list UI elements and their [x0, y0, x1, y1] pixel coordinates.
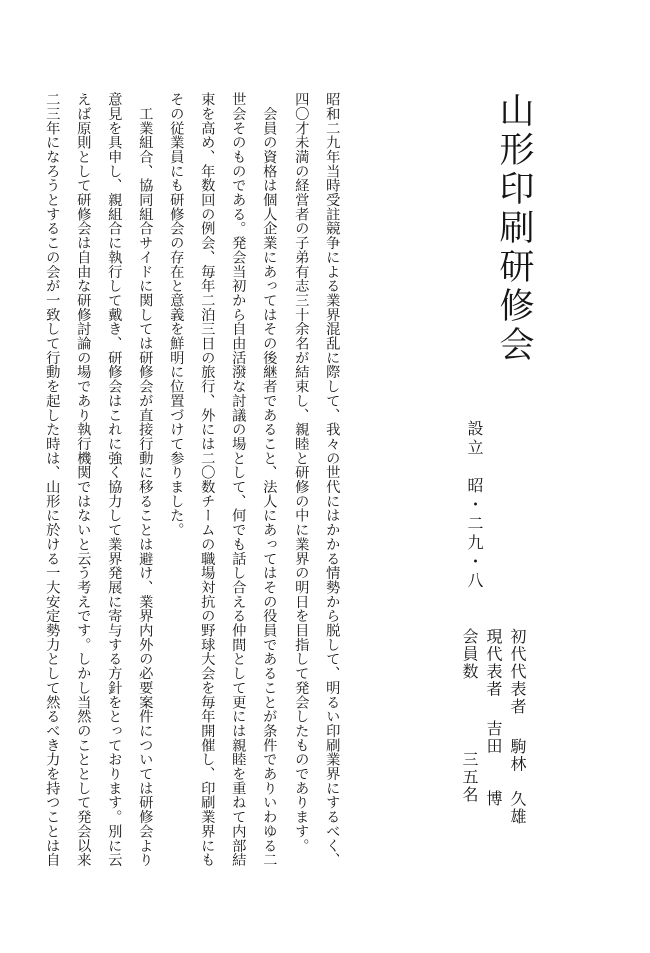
founded-date: 設立 昭・二九・八	[465, 420, 484, 591]
officer-name: 吉田 博	[484, 720, 503, 808]
officer-role: 初代代表者	[508, 628, 527, 716]
body-line: 工業組合、協同組合サイドに関しては研修会が直接行動に移ることは避け、業界内外の必要案件については研修会より	[137, 92, 154, 867]
officer-entry	[509, 628, 525, 828]
body-line: 世会そのものである。発会当初から自由活潑な討議の場として、何でも話し合える仲間として更には親睦を重ねて内部結	[230, 92, 247, 867]
body-line: 意見を具申し、親組合に執行して戴き、研修会はこれに強く協力して業界発展に寄与する方針をとっております。別に云	[106, 92, 123, 867]
member-count: 三五名	[460, 750, 479, 803]
officer-entry	[485, 628, 501, 828]
officer-role: 現代表者	[484, 628, 503, 698]
body-line: 会員の資格は個人企業にあってはその後継者であること、法人にあってはその役員であることが条件でありいわゆる二	[261, 92, 278, 867]
page-title: 山形印刷研修会	[494, 92, 534, 365]
body-line: 二三年になろうとするこの会が一致して行動を起した時は、山形に於ける一大安定勢力として然るべき力を持つことは自	[44, 92, 61, 867]
officer-entry	[461, 628, 477, 828]
officer-name: 駒林 久雄	[508, 737, 527, 825]
body-line: 四〇才未満の経営者の子弟有志三十余名が結束し、親睦と研修の中に業界の明日を目指して発会したものであります。	[293, 92, 310, 853]
body-line: えば原則として研修会は自由な研修討論の場であり執行機関ではないと云う考えです。しかし当然のこととして発会以来	[75, 92, 92, 867]
body-line: その従業員にも研修会の存在と意義を鮮明に位置づけて参りました。	[168, 92, 185, 537]
body-line: 昭和二九年当時受註競争による業界混乱に際して、我々の世代にはかかる情勢から脱して、明るい印刷業界にするべく、	[324, 92, 341, 867]
officer-role: 会員数	[460, 628, 479, 681]
body-line: 束を高め、年数回の例会、毎年二泊三日の旅行、外には二〇数チームの職場対抗の野球大会を毎年開催し、印刷業界にも	[199, 92, 216, 867]
officers-list	[415, 628, 525, 828]
